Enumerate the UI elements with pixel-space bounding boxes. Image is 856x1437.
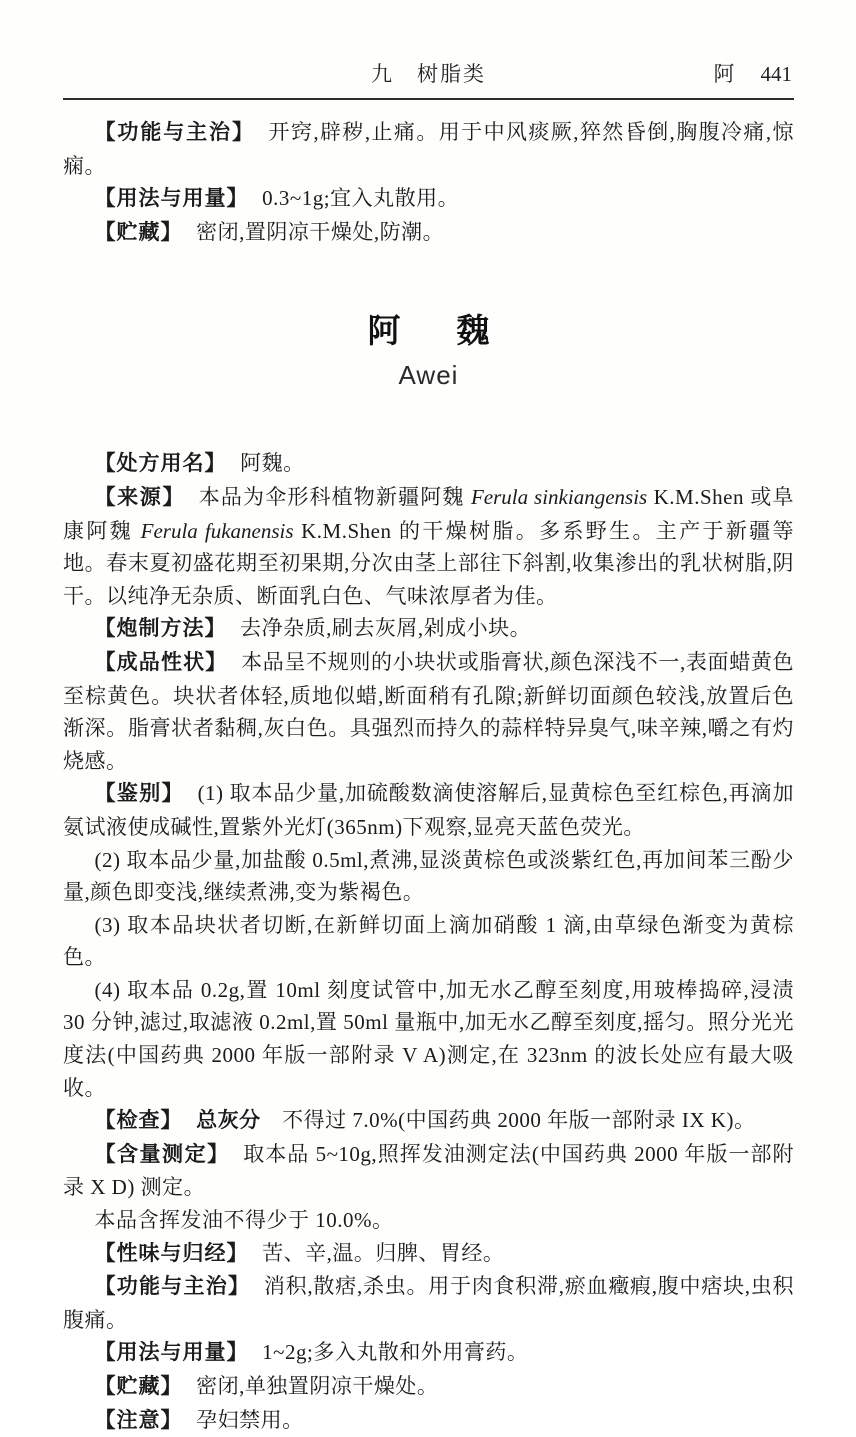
section-label: 【用法与用量】 — [94, 1341, 249, 1365]
text-segment: 阿魏。 — [240, 451, 305, 476]
paragraph — [63, 612, 794, 646]
text-segment: 苦、辛,温。归脾、胃经。 — [262, 1240, 505, 1265]
paragraph — [63, 777, 794, 843]
text-segment: 总灰分 — [196, 1109, 261, 1133]
title-char-1: 阿 — [367, 314, 401, 351]
text-segment: 不得过 7.0%(中国药典 2000 年版一部附录 IX K)。 — [260, 1108, 756, 1133]
paragraph — [63, 1404, 794, 1437]
text-segment: K.M.Shen 或阜康阿魏 — [63, 484, 795, 543]
text-segment: 开窍,辟秽,止痛。用于中风痰厥,猝然昏倒,胸腹冷痛,惊痫。 — [63, 120, 795, 178]
text-segment: 密闭,置阴凉干燥处,防潮。 — [196, 219, 445, 244]
paragraph — [63, 1237, 794, 1271]
section-label: 【成品性状】 — [94, 650, 228, 674]
monograph-body — [63, 447, 794, 1437]
paragraph — [63, 447, 794, 481]
text-segment: 孕妇禁用。 — [196, 1407, 304, 1432]
paragraph — [63, 1104, 794, 1138]
text-segment: 去净杂质,刷去灰屑,剁成小块。 — [240, 616, 532, 641]
section-label: 【来源】 — [94, 485, 186, 509]
text-segment: (1) 取本品少量,加硫酸数滴使溶解后,显黄棕色至红棕色,再滴加氨试液使成碱性,置紫外光灯(365nm)下观察,显亮天蓝色荧光。 — [63, 781, 794, 839]
text-segment: 1~2g;多入丸散和外用膏药。 — [262, 1340, 529, 1365]
text-segment: 本品含挥发油不得少于 10.0%。 — [94, 1208, 394, 1233]
text-segment: 本品呈不规则的小块状或脂膏状,颜色深浅不一,表面蜡黄色至棕黄色。块状者体轻,质地似蜡,断面稍有孔隙;新鲜切面颜色较浅,放置后色渐深。脂膏状者黏稠,灰白色。具强烈而持久的蒜样特异臭气,味辛辣,嚼之有灼烧感。 — [63, 649, 795, 773]
paragraph — [63, 844, 794, 909]
text-segment: 0.3~1g;宜入丸散用。 — [262, 186, 460, 211]
section-label: 【贮藏】 — [94, 220, 183, 244]
section-label: 【鉴别】 — [94, 782, 184, 806]
paragraph — [63, 182, 794, 216]
text-segment: 取本品 5~10g,照挥发油测定法(中国药典 2000 年版一部附录 X D) 测定。 — [63, 1141, 794, 1200]
section-label: 【功能与主治】 — [94, 1275, 251, 1299]
section-label: 【功能与主治】 — [94, 121, 255, 144]
folio — [714, 58, 793, 88]
chapter-title: 九 树脂类 — [371, 62, 486, 86]
paragraph — [63, 116, 794, 182]
paragraph — [63, 216, 794, 250]
section-label: 【注意】 — [94, 1408, 183, 1432]
section-label: 【炮制方法】 — [94, 617, 227, 641]
text-segment: 消积,散痞,杀虫。用于肉食积滞,瘀血癥瘕,腹中痞块,虫积腹痛。 — [63, 1274, 795, 1332]
previous-entry — [63, 116, 794, 249]
paragraph — [63, 646, 794, 777]
paragraph — [63, 1336, 794, 1370]
text-segment: 密闭,单独置阴凉干燥处。 — [196, 1374, 439, 1398]
header-rule — [63, 98, 794, 100]
monograph-title-chinese — [63, 305, 794, 352]
paragraph — [63, 1270, 794, 1336]
text-segment: K.M.Shen 的干燥树脂。多系野生。主产于新疆等地。春末夏初盛花期至初果期,分次由茎上部往下斜割,收集渗出的乳状树脂,阴干。以纯净无杂质、断面乳白色、气味浓厚者为佳。 — [63, 518, 795, 608]
paragraph — [63, 1370, 794, 1404]
text-segment: Ferula fukanensis — [140, 518, 294, 543]
section-label: 【贮藏】 — [94, 1375, 183, 1398]
section-label: 【含量测定】 — [94, 1142, 230, 1166]
section-label: 【检查】 — [94, 1109, 183, 1133]
index-character: 阿 — [713, 62, 735, 86]
text-segment: 本品为伞形科植物新疆阿魏 — [198, 484, 471, 509]
section-label: 【用法与用量】 — [94, 187, 249, 211]
section-label: 【处方用名】 — [94, 452, 227, 476]
text-segment: (3) 取本品块状者切断,在新鲜切面上滴加硝酸 1 滴,由草绿色渐变为黄棕色。 — [63, 912, 794, 970]
running-header — [63, 58, 794, 100]
text-segment: Ferula sinkiangensis — [470, 484, 648, 509]
section-label: 【性味与归经】 — [94, 1241, 249, 1265]
monograph-title-pinyin: Awei — [398, 360, 459, 391]
paragraph — [63, 909, 794, 974]
text-segment: (4) 取本品 0.2g,置 10ml 刻度试管中,加无水乙醇至刻度,用玻棒捣碎,浸渍 30 分钟,滤过,取滤液 0.2ml,置 50ml 量瓶中,加无水乙醇至刻度,摇匀。照分光光度法(中国药典 2000 年版一部附录 V A)测定,在 323nm 的波长处应有最大吸收。 — [63, 977, 794, 1100]
page-number: 441 — [760, 62, 792, 86]
paragraph — [63, 481, 794, 612]
paragraph — [63, 1138, 794, 1204]
text-segment: (2) 取本品少量,加盐酸 0.5ml,煮沸,显淡黄棕色或淡紫红色,再加间苯三酚少量,颜色即变浅,继续煮沸,变为紫褐色。 — [63, 847, 794, 905]
title-char-2: 魏 — [456, 314, 490, 351]
paragraph — [63, 974, 794, 1104]
paragraph — [63, 1204, 794, 1237]
